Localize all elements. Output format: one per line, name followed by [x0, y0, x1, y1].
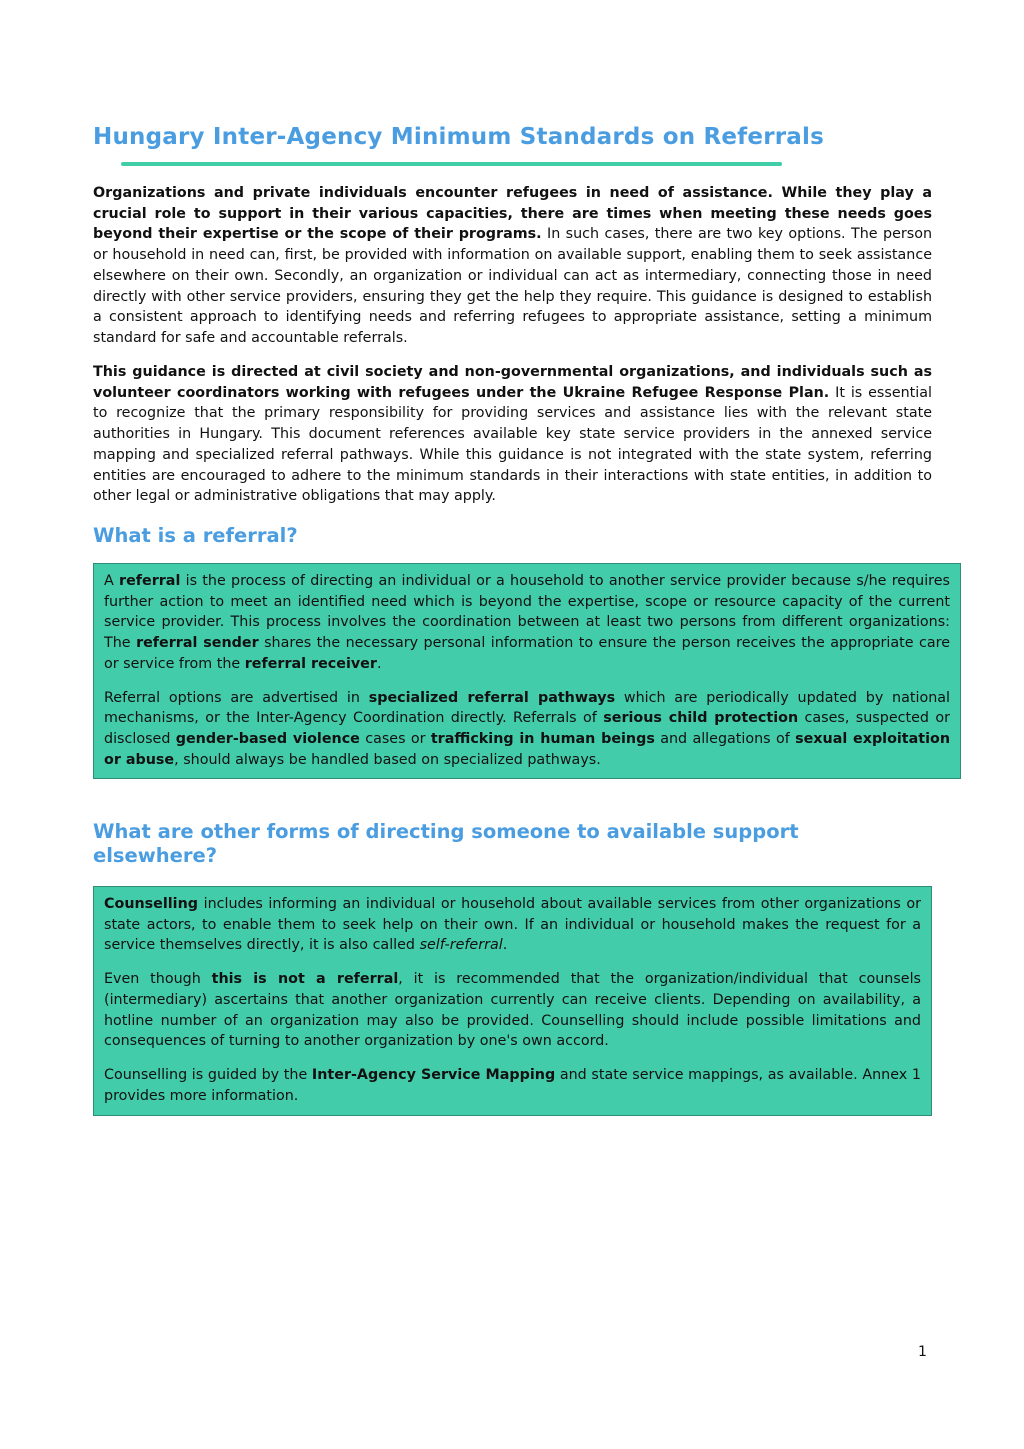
text-run: cases, suspected or disclosed [104, 710, 950, 747]
term-serious-child-protection: serious child protection [603, 710, 799, 727]
term-referral-sender: referral sender [136, 635, 259, 652]
term-counselling: Counselling [104, 896, 198, 912]
term-self-referral: self-referral [419, 937, 503, 954]
text-run: cases or [359, 730, 431, 747]
intro-paragraph-1-text: In such cases, there are two key options. The person or household in need can, first, be provided with information on available support, enabling them to seek assistance elsewhere on their own. Secondly, an organization or individual can act as intermediary, connecting those in need directly with other service providers, ensuring they get the help they require. This guidance is designed to establish a consistent approach to identifying needs and referring refugees to appropriate assistance, setting a minimum standard for safe and accountable referrals. [93, 226, 932, 346]
counselling-paragraph-1 [104, 894, 921, 956]
counselling-paragraph-3 [104, 1065, 921, 1106]
text-run: is the process of directing an individual or a household to another service provider because s/he requires further action to meet an identified need which is beyond the expertise, scope or resource capacity of the current service provider. This process involves the coordination between at least two persons from different organizations: The [104, 573, 950, 652]
term-gender-based-violence: gender-based violence [175, 730, 360, 747]
text-run: Counselling is guided by the [104, 1066, 312, 1083]
term-trafficking: trafficking in human beings [430, 730, 655, 747]
text-run: . [502, 937, 508, 954]
intro-paragraph-2 [93, 362, 932, 507]
text-run: and allegations of [654, 730, 796, 747]
referral-pathways-paragraph [104, 688, 950, 771]
term-inter-agency-service-mapping: Inter-Agency Service Mapping [311, 1066, 556, 1083]
intro-paragraph-1-bold: Organizations and private individuals encounter refugees in need of assistance. While they play a crucial role to support in their various capacities, there are times when meeting these needs goes beyond their expertise or the scope of their programs. [93, 185, 932, 243]
text-run: , should always be handled based on specialized pathways. [174, 751, 601, 768]
section-heading-other-forms: What are other forms of directing someone to available support elsewhere? [93, 820, 799, 867]
section-heading-what-is-referral: What is a referral? [93, 524, 298, 547]
intro-paragraph-1 [93, 183, 932, 349]
text-run: shares the necessary personal information to ensure the person receives the appropriate care or service from the [104, 635, 950, 672]
text-run: which are periodically updated by national mechanisms, or the Inter-Agency Coordination directly. Referrals of [104, 689, 950, 727]
counselling-box [93, 886, 932, 1116]
text-run: . [376, 655, 382, 672]
text-run: Even though [104, 971, 212, 988]
intro-paragraph-2-text: It is essential to recognize that the primary responsibility for providing services and assistance lies with the relevant state authorities in Hungary. This document references available key state service providers in the annexed service mapping and specialized referral pathways. While this guidance is not integrated with the state system, referring entities are encouraged to adhere to the minimum standards in their interactions with state entities, in addition to other legal or administrative obligations that may apply. [93, 384, 932, 505]
term-referral-receiver: referral receiver [244, 655, 377, 672]
term-referral: referral [119, 573, 181, 589]
text-run: A [104, 573, 120, 589]
document-title: Hungary Inter-Agency Minimum Standards on Referrals [93, 124, 824, 150]
page-number: 1 [918, 1344, 927, 1360]
text-run: includes informing an individual or household about available services from other organizations or state actors, to enable them to seek help on their own. If an individual or household makes the request for a service themselves directly, it is also called [104, 896, 921, 954]
term-sexual-exploitation: sexual exploitation or abuse [104, 730, 951, 768]
intro-paragraph-2-bold: This guidance is directed at civil society and non-governmental organizations, and individuals such as volunteer coordinators working with refugees under the Ukraine Refugee Response Plan. [93, 364, 932, 401]
text-run: Referral options are advertised in [104, 689, 369, 706]
title-underline [121, 162, 782, 166]
counselling-paragraph-2 [104, 969, 921, 1052]
term-not-a-referral: this is not a referral [211, 971, 399, 988]
text-run: and state service mappings, as available. Annex 1 provides more information. [104, 1066, 922, 1104]
referral-definition-paragraph [104, 571, 950, 675]
text-run: , it is recommended that the organization/individual that counsels (intermediary) ascertains that another organization currently can receive clients. Depending on availability, a hotline number of an organization may also be provided. Counselling should include possible limitations and consequences of turning to another organization by one's own accord. [104, 971, 921, 1050]
referral-definition-box [93, 563, 961, 779]
term-specialized-referral-pathways: specialized referral pathways [368, 689, 616, 706]
